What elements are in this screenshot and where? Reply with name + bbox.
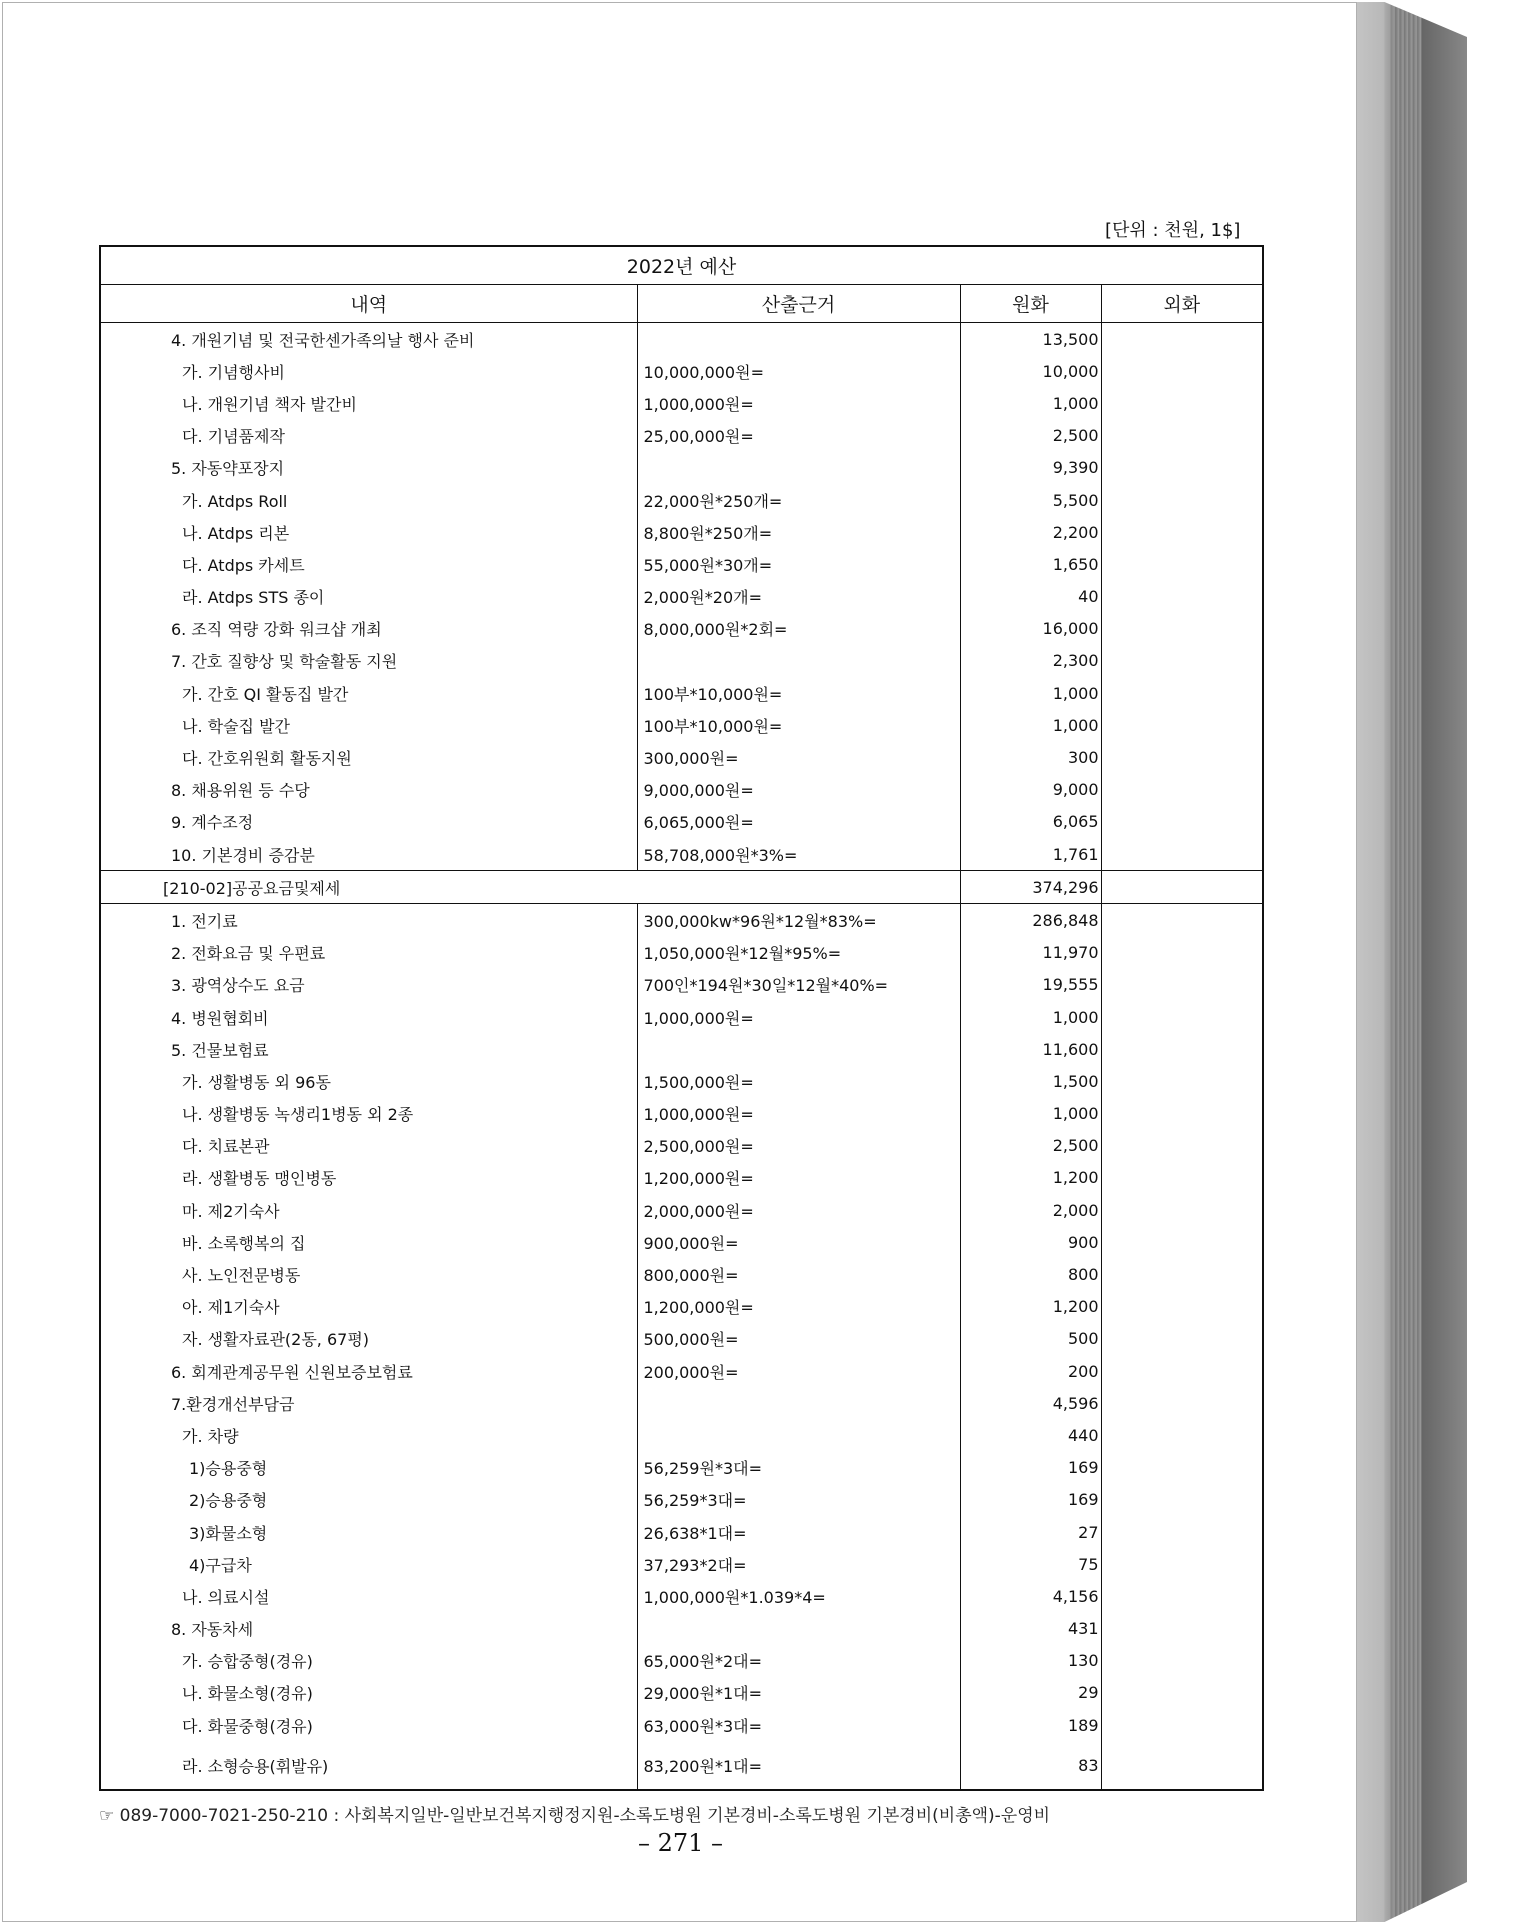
row-foreign [1101, 1709, 1263, 1741]
table-row [100, 1001, 1263, 1033]
row-foreign [1101, 387, 1263, 419]
row-krw: 9,390 [960, 452, 1101, 484]
row-basis: 83,200원*1대= [637, 1741, 960, 1790]
row-item: 6. 조직 역량 강화 워크샵 개최 [100, 613, 637, 645]
row-basis: 1,000,000원= [637, 1098, 960, 1130]
row-item: 라. 소형승용(휘발유) [100, 1741, 637, 1790]
table-row [100, 452, 1263, 484]
row-basis: 1,000,000원*1.039*4= [637, 1580, 960, 1612]
row-item: 가. 간호 QI 활동집 발간 [100, 677, 637, 709]
row-krw: 1,761 [960, 838, 1101, 871]
row-item: 4)구급차 [100, 1548, 637, 1580]
row-basis: 8,000,000원*2회= [637, 613, 960, 645]
column-header-foreign: 외화 [1101, 285, 1263, 323]
row-foreign [1101, 709, 1263, 741]
row-foreign [1101, 420, 1263, 452]
row-foreign [1101, 1130, 1263, 1162]
table-row [100, 1130, 1263, 1162]
row-foreign [1101, 806, 1263, 838]
table-row [100, 871, 1263, 904]
row-basis: 500,000원= [637, 1323, 960, 1355]
table-row [100, 581, 1263, 613]
row-basis: 22,000원*250개= [637, 484, 960, 516]
row-basis: 1,050,000원*12월*95%= [637, 937, 960, 969]
row-basis: 56,259*3대= [637, 1484, 960, 1516]
row-foreign [1101, 452, 1263, 484]
table-row [100, 1580, 1263, 1612]
stacked-pages-edge [1357, 2, 1467, 1922]
row-item: 자. 생활자료관(2동, 67평) [100, 1323, 637, 1355]
row-foreign [1101, 1613, 1263, 1645]
row-foreign [1101, 1258, 1263, 1290]
row-item: 나. Atdps 리본 [100, 516, 637, 548]
row-item: 2)승용중형 [100, 1484, 637, 1516]
row-krw: 27 [960, 1516, 1101, 1548]
row-basis: 37,293*2대= [637, 1548, 960, 1580]
row-basis: 1,200,000원= [637, 1291, 960, 1323]
row-basis: 65,000원*2대= [637, 1645, 960, 1677]
row-krw: 900 [960, 1226, 1101, 1258]
table-row [100, 355, 1263, 387]
table-row [100, 709, 1263, 741]
row-krw: 374,296 [960, 871, 1101, 904]
row-basis: 29,000원*1대= [637, 1677, 960, 1709]
column-header-item: 내역 [100, 285, 637, 323]
row-item: 나. 생활병동 녹생리1병동 외 2종 [100, 1098, 637, 1130]
table-row [100, 677, 1263, 709]
row-item: 다. Atdps 카세트 [100, 548, 637, 580]
table-row [100, 774, 1263, 806]
row-item: 가. 승합중형(경유) [100, 1645, 637, 1677]
page-edges [1357, 2, 1467, 1922]
row-item: 가. 차량 [100, 1419, 637, 1451]
row-foreign [1101, 613, 1263, 645]
table-row [100, 387, 1263, 419]
row-foreign [1101, 1162, 1263, 1194]
row-item: 나. 학술집 발간 [100, 709, 637, 741]
row-foreign [1101, 838, 1263, 871]
row-foreign [1101, 677, 1263, 709]
row-krw: 200 [960, 1355, 1101, 1387]
row-basis [637, 1613, 960, 1645]
row-krw: 2,500 [960, 420, 1101, 452]
row-item: 8. 자동차세 [100, 1613, 637, 1645]
row-foreign [1101, 1484, 1263, 1516]
row-basis [637, 452, 960, 484]
row-krw: 1,200 [960, 1162, 1101, 1194]
row-foreign [1101, 1194, 1263, 1226]
row-item: 9. 계수조정 [100, 806, 637, 838]
table-body [100, 323, 1263, 1791]
row-krw: 1,000 [960, 1001, 1101, 1033]
row-item: 나. 화물소형(경유) [100, 1677, 637, 1709]
row-foreign [1101, 1226, 1263, 1258]
row-krw: 130 [960, 1645, 1101, 1677]
row-krw: 169 [960, 1452, 1101, 1484]
year-header-row [100, 246, 1263, 285]
table-row [100, 1452, 1263, 1484]
row-item: 1)승용중형 [100, 1452, 637, 1484]
row-item: 다. 치료본관 [100, 1130, 637, 1162]
row-krw: 300 [960, 741, 1101, 773]
row-item: 4. 병원협회비 [100, 1001, 637, 1033]
row-item: 2. 전화요금 및 우편료 [100, 937, 637, 969]
row-krw: 1,000 [960, 709, 1101, 741]
budget-table [99, 245, 1264, 1791]
row-foreign [1101, 323, 1263, 356]
table-row [100, 741, 1263, 773]
row-basis: 1,000,000원= [637, 1001, 960, 1033]
table-row [100, 1645, 1263, 1677]
row-item: 라. 생활병동 맹인병동 [100, 1162, 637, 1194]
table-row [100, 806, 1263, 838]
row-krw: 2,000 [960, 1194, 1101, 1226]
row-item: 7.환경개선부담금 [100, 1387, 637, 1419]
row-krw: 13,500 [960, 323, 1101, 356]
row-foreign [1101, 1033, 1263, 1065]
row-basis: 56,259원*3대= [637, 1452, 960, 1484]
row-basis: 1,000,000원= [637, 387, 960, 419]
table-row [100, 1613, 1263, 1645]
row-foreign [1101, 581, 1263, 613]
row-item: 다. 간호위원회 활동지원 [100, 741, 637, 773]
column-header-row [100, 285, 1263, 323]
row-krw: 29 [960, 1677, 1101, 1709]
page-number: – 271 – [637, 1829, 724, 1857]
row-krw: 169 [960, 1484, 1101, 1516]
row-krw: 500 [960, 1323, 1101, 1355]
row-basis: 10,000,000원= [637, 355, 960, 387]
row-item: 6. 회계관계공무원 신원보증보험료 [100, 1355, 637, 1387]
row-krw: 9,000 [960, 774, 1101, 806]
row-item: 3)화물소형 [100, 1516, 637, 1548]
row-krw: 1,000 [960, 1098, 1101, 1130]
document-page [2, 2, 1357, 1922]
row-krw: 83 [960, 1741, 1101, 1790]
column-header-basis: 산출근거 [637, 285, 960, 323]
table-row [100, 645, 1263, 677]
table-row [100, 1098, 1263, 1130]
table-row [100, 1484, 1263, 1516]
table-row [100, 904, 1263, 937]
table-row [100, 1387, 1263, 1419]
row-krw: 4,596 [960, 1387, 1101, 1419]
row-item: 나. 개원기념 책자 발간비 [100, 387, 637, 419]
row-foreign [1101, 1580, 1263, 1612]
row-basis: 9,000,000원= [637, 774, 960, 806]
table-row [100, 1677, 1263, 1709]
row-item: 7. 간호 질향상 및 학술활동 지원 [100, 645, 637, 677]
row-foreign [1101, 1291, 1263, 1323]
row-krw: 16,000 [960, 613, 1101, 645]
row-item: 가. 생활병동 외 96동 [100, 1065, 637, 1097]
units-label: [단위 : 천원, 1$] [1105, 220, 1241, 241]
table-row [100, 1033, 1263, 1065]
row-item: 아. 제1기숙사 [100, 1291, 637, 1323]
row-krw: 286,848 [960, 904, 1101, 937]
row-krw: 2,200 [960, 516, 1101, 548]
row-krw: 440 [960, 1419, 1101, 1451]
table-row [100, 937, 1263, 969]
row-foreign [1101, 1677, 1263, 1709]
table-row [100, 516, 1263, 548]
row-item: 나. 의료시설 [100, 1580, 637, 1612]
row-basis [637, 1387, 960, 1419]
table-row [100, 1548, 1263, 1580]
row-foreign [1101, 1355, 1263, 1387]
table-row [100, 969, 1263, 1001]
row-basis: 900,000원= [637, 1226, 960, 1258]
row-basis [637, 645, 960, 677]
table-row [100, 548, 1263, 580]
table-row [100, 1258, 1263, 1290]
row-basis: 200,000원= [637, 1355, 960, 1387]
row-krw: 11,970 [960, 937, 1101, 969]
column-header-krw: 원화 [960, 285, 1101, 323]
row-foreign [1101, 1419, 1263, 1451]
row-krw: 10,000 [960, 355, 1101, 387]
table-row [100, 1226, 1263, 1258]
row-foreign [1101, 1741, 1263, 1790]
row-item: 다. 화물중형(경유) [100, 1709, 637, 1741]
row-basis: 100부*10,000원= [637, 709, 960, 741]
row-krw: 40 [960, 581, 1101, 613]
row-foreign [1101, 1323, 1263, 1355]
table-row [100, 1323, 1263, 1355]
row-krw: 1,000 [960, 677, 1101, 709]
row-krw: 800 [960, 1258, 1101, 1290]
row-basis [637, 1419, 960, 1451]
row-foreign [1101, 969, 1263, 1001]
footnote: ☞ 089-7000-7021-250-210 : 사회복지일반-일반보건복지행정지원-소록도병원 기본경비-소록도병원 기본경비(비총액)-운영비 [99, 1806, 1051, 1826]
row-foreign [1101, 1001, 1263, 1033]
row-krw: 6,065 [960, 806, 1101, 838]
row-basis: 300,000kw*96원*12월*83%= [637, 904, 960, 937]
row-foreign [1101, 774, 1263, 806]
table-row [100, 1741, 1263, 1790]
row-foreign [1101, 741, 1263, 773]
row-foreign [1101, 1516, 1263, 1548]
row-krw: 431 [960, 1613, 1101, 1645]
row-item: 10. 기본경비 증감분 [100, 838, 637, 871]
row-basis: 300,000원= [637, 741, 960, 773]
row-basis: 100부*10,000원= [637, 677, 960, 709]
row-krw: 189 [960, 1709, 1101, 1741]
row-item: 5. 자동약포장지 [100, 452, 637, 484]
table-row [100, 1065, 1263, 1097]
row-krw: 2,300 [960, 645, 1101, 677]
row-foreign [1101, 484, 1263, 516]
row-item: 1. 전기료 [100, 904, 637, 937]
row-foreign [1101, 1548, 1263, 1580]
row-foreign [1101, 904, 1263, 937]
row-item: 8. 채용위원 등 수당 [100, 774, 637, 806]
row-item: 가. 기념행사비 [100, 355, 637, 387]
row-basis: 1,200,000원= [637, 1162, 960, 1194]
row-item: 라. Atdps STS 종이 [100, 581, 637, 613]
row-krw: 19,555 [960, 969, 1101, 1001]
row-krw: 1,200 [960, 1291, 1101, 1323]
row-foreign [1101, 1065, 1263, 1097]
table-row [100, 1709, 1263, 1741]
row-krw: 1,000 [960, 387, 1101, 419]
row-basis: 6,065,000원= [637, 806, 960, 838]
row-basis: 25,00,000원= [637, 420, 960, 452]
row-krw: 2,500 [960, 1130, 1101, 1162]
row-basis: 800,000원= [637, 1258, 960, 1290]
table-row [100, 1194, 1263, 1226]
row-basis: 700인*194원*30일*12월*40%= [637, 969, 960, 1001]
row-basis: 26,638*1대= [637, 1516, 960, 1548]
row-item: 5. 건물보험료 [100, 1033, 637, 1065]
row-basis [637, 323, 960, 356]
row-basis [637, 1033, 960, 1065]
row-item: 3. 광역상수도 요금 [100, 969, 637, 1001]
row-foreign [1101, 548, 1263, 580]
row-basis: 63,000원*3대= [637, 1709, 960, 1741]
row-krw: 1,650 [960, 548, 1101, 580]
row-foreign [1101, 937, 1263, 969]
row-item: 마. 제2기숙사 [100, 1194, 637, 1226]
row-basis: 58,708,000원*3%= [637, 838, 960, 871]
row-basis: 8,800원*250개= [637, 516, 960, 548]
row-item: 4. 개원기념 및 전국한센가족의날 행사 준비 [100, 323, 637, 356]
row-krw: 5,500 [960, 484, 1101, 516]
row-foreign [1101, 871, 1263, 904]
table-row [100, 838, 1263, 871]
table-row [100, 484, 1263, 516]
row-krw: 4,156 [960, 1580, 1101, 1612]
table-row [100, 420, 1263, 452]
row-foreign [1101, 355, 1263, 387]
row-foreign [1101, 1098, 1263, 1130]
row-basis: 2,500,000원= [637, 1130, 960, 1162]
row-foreign [1101, 1645, 1263, 1677]
row-item: 사. 노인전문병동 [100, 1258, 637, 1290]
row-krw: 1,500 [960, 1065, 1101, 1097]
row-basis: 55,000원*30개= [637, 548, 960, 580]
year-header: 2022년 예산 [100, 246, 1263, 285]
row-basis: 2,000,000원= [637, 1194, 960, 1226]
row-krw: 75 [960, 1548, 1101, 1580]
table-row [100, 1355, 1263, 1387]
row-foreign [1101, 645, 1263, 677]
table-row [100, 1419, 1263, 1451]
table-row [100, 613, 1263, 645]
row-item: 가. Atdps Roll [100, 484, 637, 516]
table-row [100, 1516, 1263, 1548]
row-foreign [1101, 1387, 1263, 1419]
table-row [100, 323, 1263, 356]
table-row [100, 1162, 1263, 1194]
row-krw: 11,600 [960, 1033, 1101, 1065]
section-title: [210-02]공공요금및제세 [100, 871, 960, 904]
table-row [100, 1291, 1263, 1323]
row-item: 바. 소록행복의 집 [100, 1226, 637, 1258]
row-item: 다. 기념품제작 [100, 420, 637, 452]
row-basis: 1,500,000원= [637, 1065, 960, 1097]
row-basis: 2,000원*20개= [637, 581, 960, 613]
row-foreign [1101, 1452, 1263, 1484]
row-foreign [1101, 516, 1263, 548]
